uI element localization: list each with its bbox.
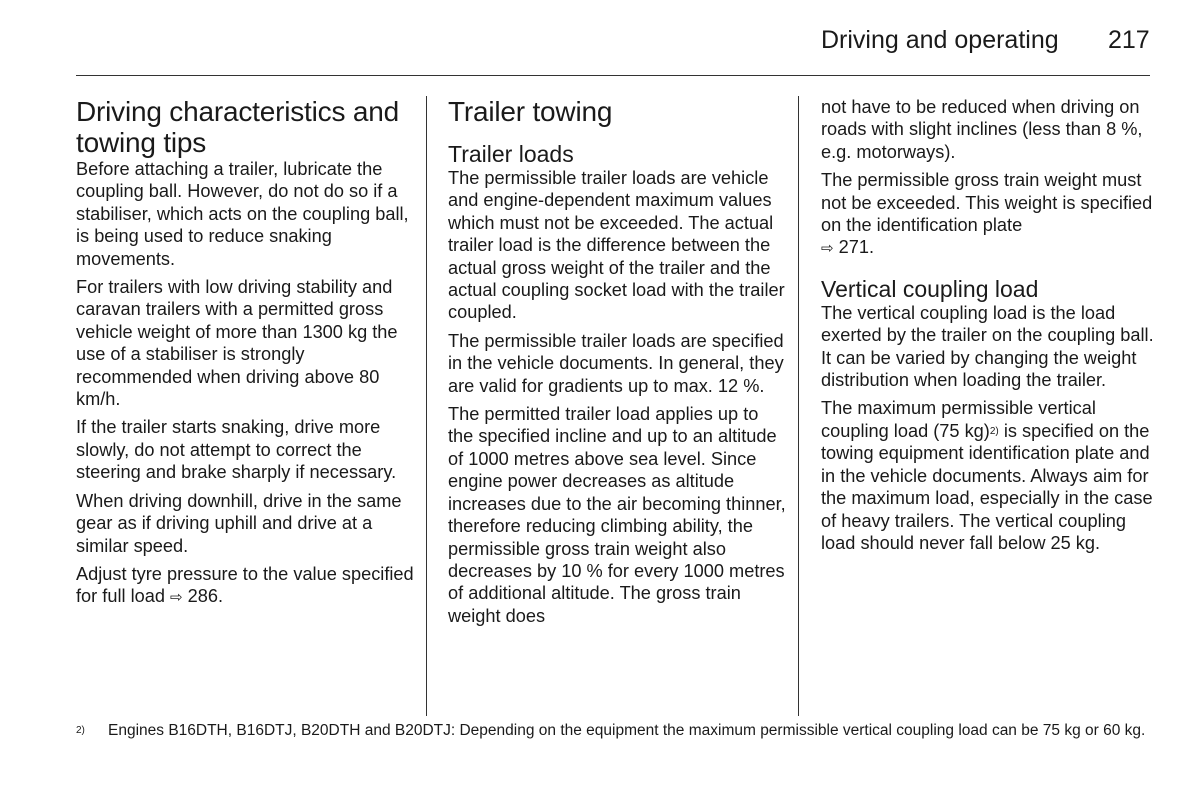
footnote — [76, 722, 1156, 739]
column-2 — [448, 96, 788, 627]
paragraph-max-coupling-load — [821, 397, 1161, 554]
paragraph-gross-train-weight — [821, 169, 1161, 261]
paragraph-text: is specified on the towing equipment identification plate and in the vehicle documents. Always aim for the maximum load, especially in the case of heavy trailers. The vertical coupling load should never fall below 25 kg. — [821, 420, 1153, 553]
paragraph: The permissible trailer loads are specified in the vehicle documents. In general, they are valid for gradients up to max. 12 %. — [448, 330, 784, 396]
column-3 — [821, 96, 1161, 554]
paragraph: For trailers with low driving stability and caravan trailers with a permitted gross vehicle weight of more than 1300 kg the use of a stabiliser is strongly recommended when driving above 80 km/h. — [76, 277, 398, 410]
header-section-title: Driving and operating — [821, 26, 1059, 54]
footnote-mark: 2) — [76, 725, 85, 736]
section-heading-trailer-towing: Trailer towing — [448, 96, 613, 127]
footnote-text: Engines B16DTH, B16DTJ, B20DTH and B20DTJ: Depending on the equipment the maximum permissible vertical coupling load can be 75 kg or 60 kg. — [108, 722, 1146, 739]
paragraph: Before attaching a trailer, lubricate the coupling ball. However, do not do so if a stabiliser, which acts on the coupling ball, is being used to reduce snaking movements. — [76, 159, 409, 269]
section-heading-driving-characteristics: Driving characteristics and towing tips — [76, 96, 399, 158]
footnote-reference[interactable]: 2) — [989, 425, 999, 437]
column-divider-1 — [426, 96, 427, 716]
page-reference[interactable]: 271. — [838, 237, 875, 258]
page-reference-arrow-icon: ⇨ — [821, 240, 834, 258]
paragraph-text: Adjust tyre pressure to the value specified for full load — [76, 563, 414, 607]
paragraph-text: The maximum permissible vertical coupling load (75 kg) — [821, 398, 1096, 441]
page-number: 217 — [1108, 26, 1150, 54]
subheading-trailer-loads: Trailer loads — [448, 141, 574, 167]
page-reference-arrow-icon: ⇨ — [170, 589, 183, 607]
paragraph-text: The permissible gross train weight must not be exceeded. This weight is specified on the identification plate — [821, 170, 1153, 236]
page-reference[interactable]: 286. — [187, 586, 224, 607]
paragraph: The vertical coupling load is the load exerted by the trailer on the coupling ball. It can be varied by changing the weight distribution when loading the trailer. — [821, 302, 1154, 391]
column-divider-2 — [798, 96, 799, 716]
paragraph: The permitted trailer load applies up to the specified incline and up to an altitude of 1000 metres above sea level. Since engine power decreases as altitude increases due to the air becoming thinner, therefore reducing climbing ability, the permissible gross train weight also decreases by 10 % for every 1000 metres of additional altitude. The gross train weight does — [448, 404, 786, 626]
paragraph: When driving downhill, drive in the same gear as if driving uphill and drive at a similar speed. — [76, 490, 402, 556]
paragraph: The permissible trailer loads are vehicle and engine-dependent maximum values which must not be exceeded. The actual trailer load is the difference between the actual gross weight of the trailer and the actual coupling socket load with the trailer coupled. — [448, 168, 785, 323]
paragraph: not have to be reduced when driving on roads with slight inclines (less than 8 %, e.g. motorways). — [821, 97, 1143, 162]
paragraph: If the trailer starts snaking, drive more slowly, do not attempt to correct the steering and brake sharply if necessary. — [76, 417, 397, 483]
header-rule — [76, 75, 1150, 76]
paragraph-tyre-pressure — [76, 563, 416, 610]
subheading-vertical-coupling-load: Vertical coupling load — [821, 275, 1039, 302]
column-1 — [76, 96, 416, 610]
